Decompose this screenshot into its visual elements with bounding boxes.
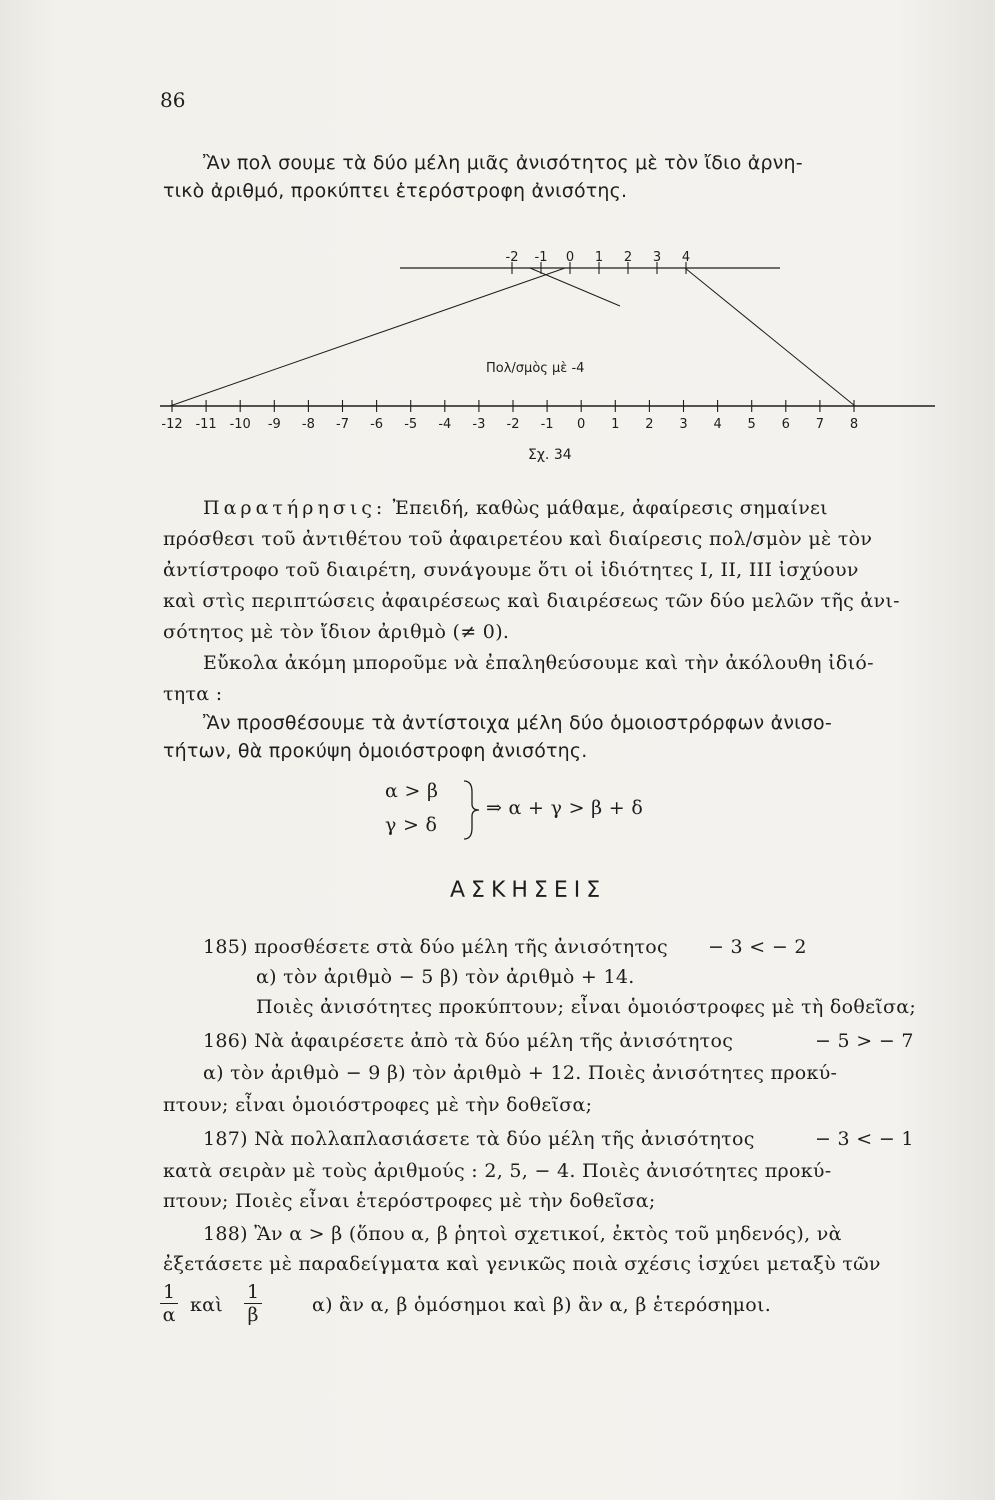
exercise-186-line-2: α) τὸν ἀριθμὸ − 9 β) τὸν ἀριθμὸ + 12. Ποιὲς ἀνισότητες προκύ-: [203, 1062, 838, 1084]
fraction-connector: καὶ: [190, 1294, 224, 1316]
remark-line-5: σότητος μὲ τὸν ἴδιον ἀριθμὸ (≠ 0).: [163, 621, 510, 643]
remark-text-1: Ἐπειδή, καθὼς μάθαμε, ἀφαίρεσις σημαίνει: [392, 497, 828, 519]
bottom-tick-label-13: 1: [611, 417, 620, 432]
bottom-tick-label-8: -4: [438, 417, 452, 432]
remark-line-2: πρόσθεσι τοῦ ἀντιθέτου τοῦ ἀφαιρετέου καὶ διαίρεσις πολ/σμὸν μὲ τὸν: [163, 528, 873, 550]
multiplier-label: Πολ/σμὸς μὲ -4: [486, 361, 585, 376]
top-tick-label-2: 0: [565, 250, 575, 265]
exercise-186-line-3: πτουν; εἶναι ὁμοιόστροφες μὲ τὴν δοθεῖσα;: [163, 1094, 593, 1116]
fraction-one-over-beta: $\frac{1}{\beta}$: [244, 1281, 262, 1326]
exercise-185-line-2: α) τὸν ἀριθμὸ − 5 β) τὸν ἀριθμὸ + 14.: [256, 966, 635, 988]
exercise-185-inequality: − 3 < − 2: [708, 936, 807, 958]
rule-negative-line-2: τικὸ ἀριθμό, προκύπτει ἑτερόστροφη ἀνισότης.: [163, 180, 628, 202]
rule-sum-line-2: τήτων, θὰ προκύψη ὁμοιόστροφη ἀνισότης.: [163, 740, 588, 762]
figure-caption: Σχ. 34: [528, 447, 572, 463]
exercise-187-line-1: 187) Νὰ πολλαπλασιάσετε τὰ δύο μέλη τῆς ἀνισότητος: [203, 1128, 755, 1150]
remark-line-6: Εὔκολα ἀκόμη μποροῦμε νὰ ἐπαληθεύσουμε καὶ τὴν ἀκόλουθη ἰδιό-: [203, 652, 874, 674]
exercise-187-inequality: − 3 < − 1: [815, 1128, 914, 1150]
bottom-tick-label-6: -6: [370, 417, 384, 432]
bottom-tick-label-5: -7: [336, 417, 349, 432]
top-tick-label-5: 3: [652, 250, 662, 265]
bottom-tick-label-10: -2: [506, 417, 520, 432]
top-tick-label-3: 1: [594, 250, 604, 265]
formula-result: ⇒ α + γ > β + δ: [486, 797, 644, 819]
bottom-tick-label-16: 4: [713, 417, 722, 432]
remark-line-4: καὶ στὶς περιπτώσεις ἀφαιρέσεως καὶ διαιρέσεως τῶν δύο μελῶν τῆς ἀνι-: [163, 590, 900, 612]
exercise-188-line-2: ἐξετάσετε μὲ παραδείγματα καὶ γενικῶς ποιὰ σχέσις ἰσχύει μεταξὺ τῶν: [163, 1253, 881, 1275]
rule-negative-line-1: Ἂν πολ σουμε τὰ δύο μέλη μιᾶς ἀνισότητος μὲ τὸν ἴδιο ἀρνη-: [203, 152, 803, 174]
remark-line-7: τητα :: [163, 683, 223, 705]
formula-top: α > β: [385, 780, 439, 802]
remark-line-1: [203, 497, 828, 519]
bottom-tick-label-7: -5: [404, 417, 418, 432]
exercise-187-line-2: κατὰ σειρὰν μὲ τοὺς ἀριθμούς : 2, 5, − 4. Ποιὲς ἀνισότητες προκύ-: [163, 1160, 832, 1182]
remark-line-3: ἀντίστροφο τοῦ διαιρέτη, συνάγουμε ὅτι οἱ ἰδιότητες I, II, III ἰσχύουν: [163, 559, 859, 581]
page-number: 86: [160, 88, 186, 112]
top-ticks: [506, 250, 691, 274]
bottom-tick-label-0: -12: [161, 417, 183, 432]
bottom-tick-label-14: 2: [645, 417, 654, 432]
exercise-186-line-1: 186) Νὰ ἀφαιρέσετε ἀπὸ τὰ δύο μέλη τῆς ἀνισότητος: [203, 1030, 734, 1052]
formula-brace: [462, 778, 482, 842]
top-tick-label-4: 2: [623, 250, 633, 265]
top-tick-label-0: -2: [505, 250, 519, 265]
exercise-188-line-3: α) ἂν α, β ὁμόσημοι καὶ β) ἂν α, β ἑτερόσημοι.: [312, 1294, 772, 1316]
number-line-diagram: [0, 0, 995, 480]
exercise-185-line-3: Ποιὲς ἀνισότητες προκύπτουν; εἶναι ὁμοιόστροφες μὲ τὴ δοθεῖσα;: [256, 996, 917, 1018]
bottom-tick-label-17: 5: [747, 417, 756, 432]
bottom-tick-label-1: -11: [195, 417, 217, 432]
bottom-tick-label-3: -9: [267, 417, 281, 432]
exercise-186-inequality: − 5 > − 7: [815, 1030, 914, 1052]
bottom-tick-label-15: 3: [679, 417, 688, 432]
rule-sum-line-1: Ἂν προσθέσουμε τὰ ἀντίστοιχα μέλη δύο ὁμοιοστρόρφων ἀνισο-: [203, 712, 832, 734]
exercises-heading: ΑΣΚΗΣΕΙΣ: [450, 878, 607, 903]
top-tick-label-1: -1: [534, 250, 548, 265]
map-line-4-to-minus16: [170, 268, 565, 406]
top-tick-label-6: 4: [681, 250, 691, 265]
bottom-tick-label-20: 8: [849, 417, 859, 432]
map-line-cross: [530, 268, 620, 306]
exercise-185-line-1: 185) προσθέσετε στὰ δύο μέλη τῆς ἀνισότητος: [203, 936, 668, 958]
exercise-188-line-1: 188) Ἂν α > β (ὅπου α, β ῥητοὶ σχετικοί, ἐκτὸς τοῦ μηδενός), νὰ: [203, 1223, 842, 1245]
bottom-tick-label-12: 0: [577, 417, 586, 432]
bottom-tick-label-9: -3: [472, 417, 486, 432]
bottom-tick-label-18: 6: [781, 417, 790, 432]
bottom-tick-label-2: -10: [229, 417, 251, 432]
bottom-tick-label-19: 7: [815, 417, 825, 432]
remark-title: Παρατήρησις:: [203, 497, 387, 519]
fraction-one-over-alpha: $\frac{1}{\alpha}$: [160, 1281, 178, 1326]
formula-bottom: γ > δ: [385, 814, 438, 836]
bottom-tick-label-11: -1: [540, 417, 554, 432]
exercise-187-line-3: πτουν; Ποιὲς εἶναι ἑτερόστροφες μὲ τὴν δοθεῖσα;: [163, 1190, 656, 1212]
bottom-tick-label-4: -8: [301, 417, 315, 432]
bottom-ticks: [161, 400, 858, 432]
map-line-minus2-to-8: [685, 268, 855, 406]
